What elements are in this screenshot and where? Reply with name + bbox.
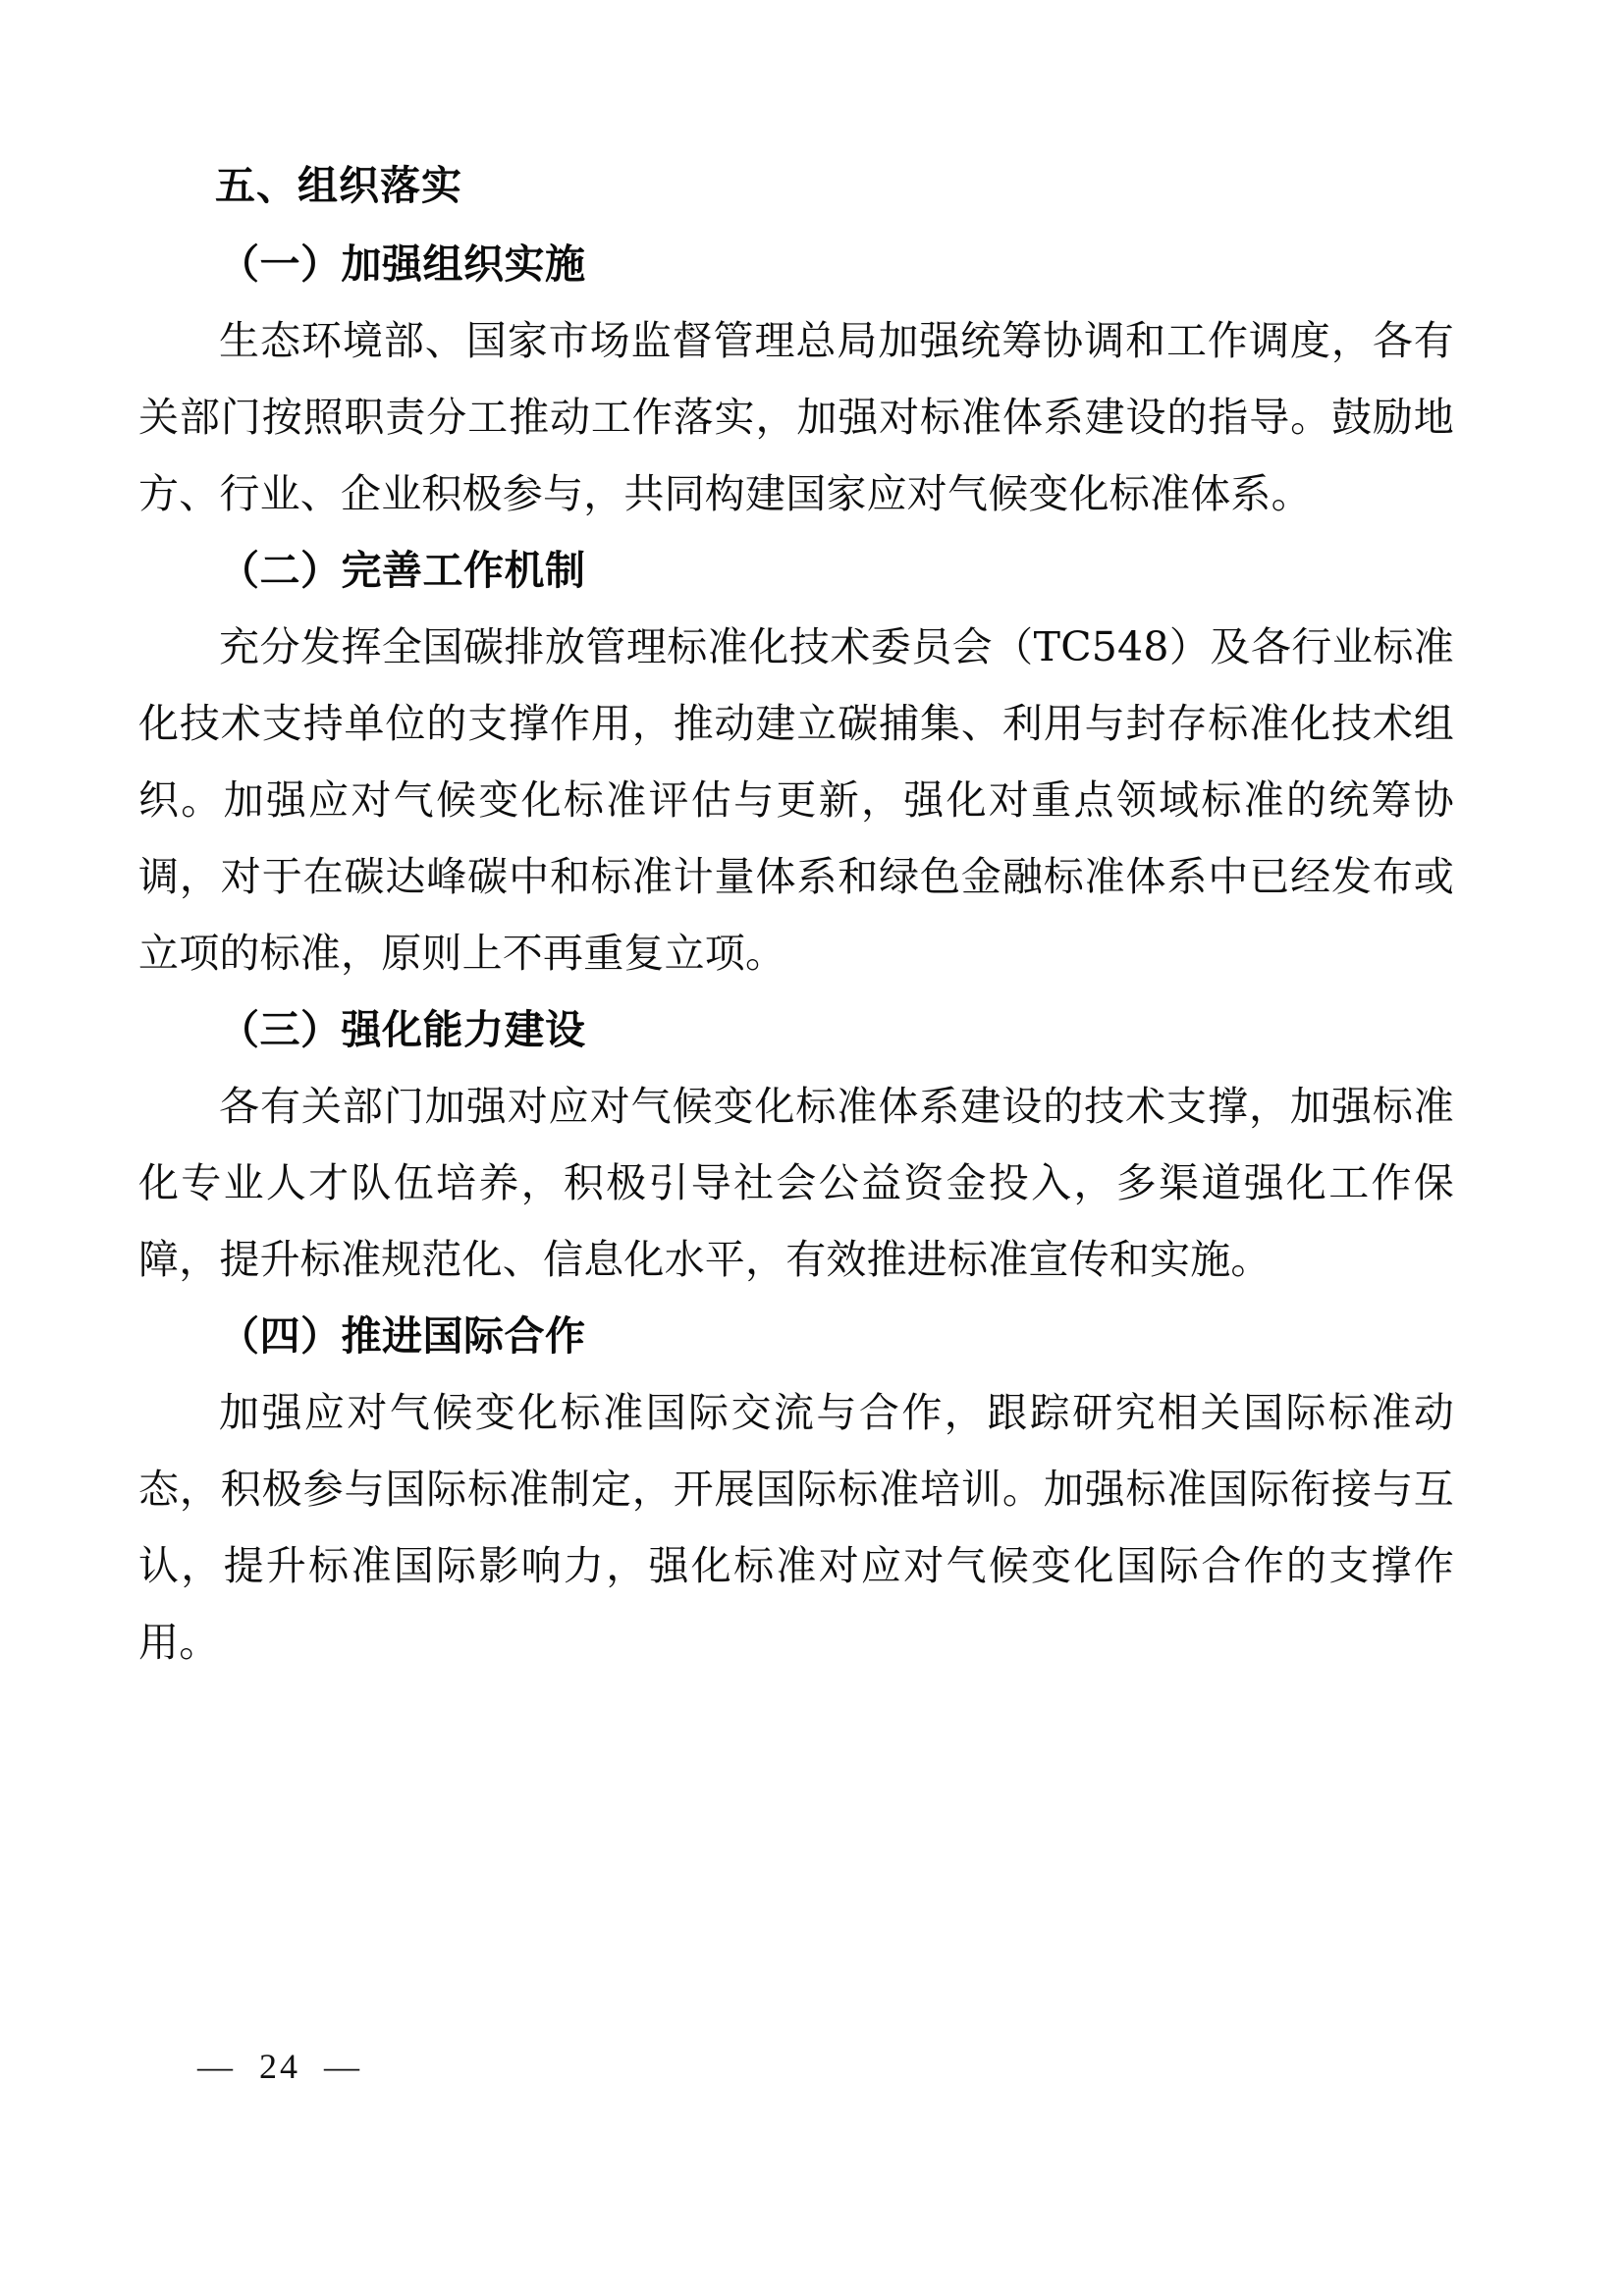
- subsection-paragraph-2: 充分发挥全国碳排放管理标准化技术委员会（TC548）及各行业标准化技术支持单位的支撑作用，推动建立碳捕集、利用与封存标准化技术组织。加强应对气候变化标准评估与更新，强化对重点领域标准的统筹协调，对于在碳达峰碳中和标准计量体系和绿色金融标准体系中已经发布或立项的标准，原则上不再重复立项。: [138, 623, 1454, 977]
- subsection-heading-4: （四）推进国际合作: [219, 1312, 586, 1360]
- section-heading-organization: 五、组织落实: [215, 162, 462, 209]
- subsection-heading-2: （二）完善工作机制: [219, 547, 586, 594]
- subsection-paragraph-4: 加强应对气候变化标准国际交流与合作，跟踪研究相关国际标准动态，积极参与国际标准制定，开展国际标准培训。加强标准国际衔接与互认，提升标准国际影响力，强化标准对应对气候变化国际合作的支撑作用。: [138, 1389, 1454, 1666]
- document-body: [138, 147, 1461, 1681]
- subsection-paragraph-3: 各有关部门加强对应对气候变化标准体系建设的技术支撑，加强标准化专业人才队伍培养，积极引导社会公益资金投入，多渠道强化工作保障，提升标准规范化、信息化水平，有效推进标准宣传和实施。: [138, 1083, 1454, 1283]
- subsection-heading-1: （一）加强组织实施: [219, 240, 586, 288]
- subsection-heading-3: （三）强化能力建设: [219, 1006, 586, 1053]
- page-number-footer: — 24 —: [197, 2047, 362, 2086]
- subsection-paragraph-1: 生态环境部、国家市场监督管理总局加强统筹协调和工作调度，各有关部门按照职责分工推动工作落实，加强对标准体系建设的指导。鼓励地方、行业、企业积极参与，共同构建国家应对气候变化标准体系。: [138, 317, 1454, 517]
